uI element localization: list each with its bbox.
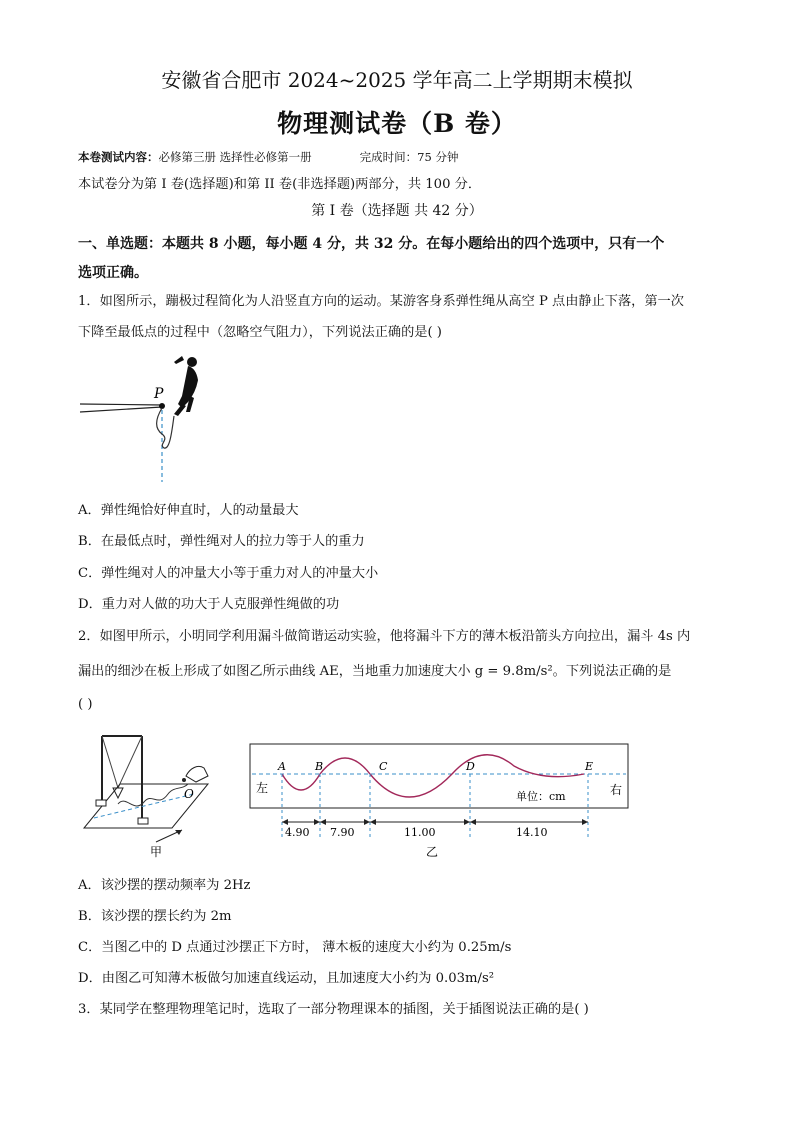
point-b-label: B (315, 760, 324, 773)
q2-stem-3: ( ) (78, 697, 93, 712)
q1-option-a: A．弹性绳恰好伸直时，人的动量最大 (78, 503, 299, 518)
sand-curve-figure (248, 742, 632, 860)
segment-bc-length: 7.90 (330, 826, 355, 839)
q2-option-a: A．该沙摆的摆动频率为 2Hz (78, 878, 251, 893)
unit-label: 单位：cm (516, 790, 566, 803)
point-e-label: E (585, 760, 594, 773)
exam-intro: 本试卷分为第 I 卷(选择题)和第 II 卷(非选择题)两部分，共 100 分． (78, 177, 482, 192)
segment-cd-length: 11.00 (404, 826, 436, 839)
pendulum-string-1 (102, 736, 118, 788)
right-label: 右 (610, 783, 623, 797)
q2-stem-2: 漏出的细沙在板上形成了如图乙所示曲线 AE，当地重力加速度大小 g = 9.8m/s²。下列说法正确的是 (78, 664, 672, 679)
section1-instruction-1: 一、单选题：本题共 8 小题，每小题 4 分，共 32 分。在每小题给出的四个选项中，只有一个 (78, 236, 665, 252)
exam-meta (78, 149, 458, 165)
point-a-label: A (278, 760, 286, 773)
content-value: 必修第三册 选择性必修第一册 (158, 150, 312, 164)
caption-yi: 乙 (426, 845, 439, 859)
sand-trace (118, 784, 188, 806)
point-d-label: D (466, 760, 475, 773)
q1-stem-1: 1．如图所示，蹦极过程简化为人沿竖直方向的运动。某游客身系弹性绳从高空 P 点由静止下落，第一次 (78, 294, 684, 309)
point-c-label: C (379, 760, 388, 773)
platform-line-lower (80, 407, 162, 412)
bungee-cord (157, 408, 174, 448)
q2-option-c: C．当图乙中的 D 点通过沙摆正下方时， 薄木板的速度大小约为 0.25m/s (78, 940, 512, 955)
hand-icon (182, 766, 208, 782)
exam-title-line2: 物理测试卷（B 卷） (277, 109, 517, 138)
q3-stem-1: 3．某同学在整理物理笔记时，选取了一部分物理课本的插图，关于插图说法正确的是( ) (78, 1002, 589, 1017)
funnel-icon (113, 788, 123, 798)
q2-option-b: B．该沙摆的摆长约为 2m (78, 909, 232, 924)
part1-title: 第 I 卷（选择题 共 42 分） (311, 203, 483, 219)
q1-option-b: B．在最低点时，弹性绳对人的拉力等于人的重力 (78, 534, 365, 549)
q1-stem-2: 下降至最低点的过程中（忽略空气阻力），下列说法正确的是( ) (78, 325, 442, 340)
segment-ab-length: 4.90 (285, 826, 310, 839)
q1-option-d: D．重力对人做的功大于人克服弹性绳做的功 (78, 597, 340, 612)
bungee-figure (78, 352, 218, 487)
section1-instruction-2: 选项正确。 (78, 265, 148, 281)
pendulum-string-2 (118, 736, 142, 788)
sand-pendulum-figure (78, 728, 228, 860)
segment-de-length: 14.10 (516, 826, 548, 839)
time-label: 完成时间： (359, 150, 418, 164)
q1-option-c: C．弹性绳对人的冲量大小等于重力对人的冲量大小 (78, 566, 379, 581)
frame-base-left (96, 800, 106, 806)
q2-option-d: D．由图乙可知薄木板做匀加速直线运动，且加速度大小约为 0.03m/s² (78, 971, 495, 986)
label-o: O (184, 787, 194, 801)
frame-base-right (138, 818, 148, 824)
exam-title-line1: 安徽省合肥市 2024~2025 学年高二上学期期末模拟 (161, 68, 633, 92)
platform-line-upper (80, 404, 162, 405)
caption-jia: 甲 (150, 845, 163, 859)
label-p: P (154, 386, 164, 402)
jumper-silhouette (174, 356, 198, 416)
q2-stem-1: 2．如图甲所示，小明同学利用漏斗做简谐运动实验，他将漏斗下方的薄木板沿箭头方向拉出，漏斗 4s 内 (78, 629, 691, 644)
left-label: 左 (256, 781, 269, 795)
content-label: 本卷测试内容： (78, 150, 159, 164)
time-value: 75 分钟 (417, 150, 459, 164)
